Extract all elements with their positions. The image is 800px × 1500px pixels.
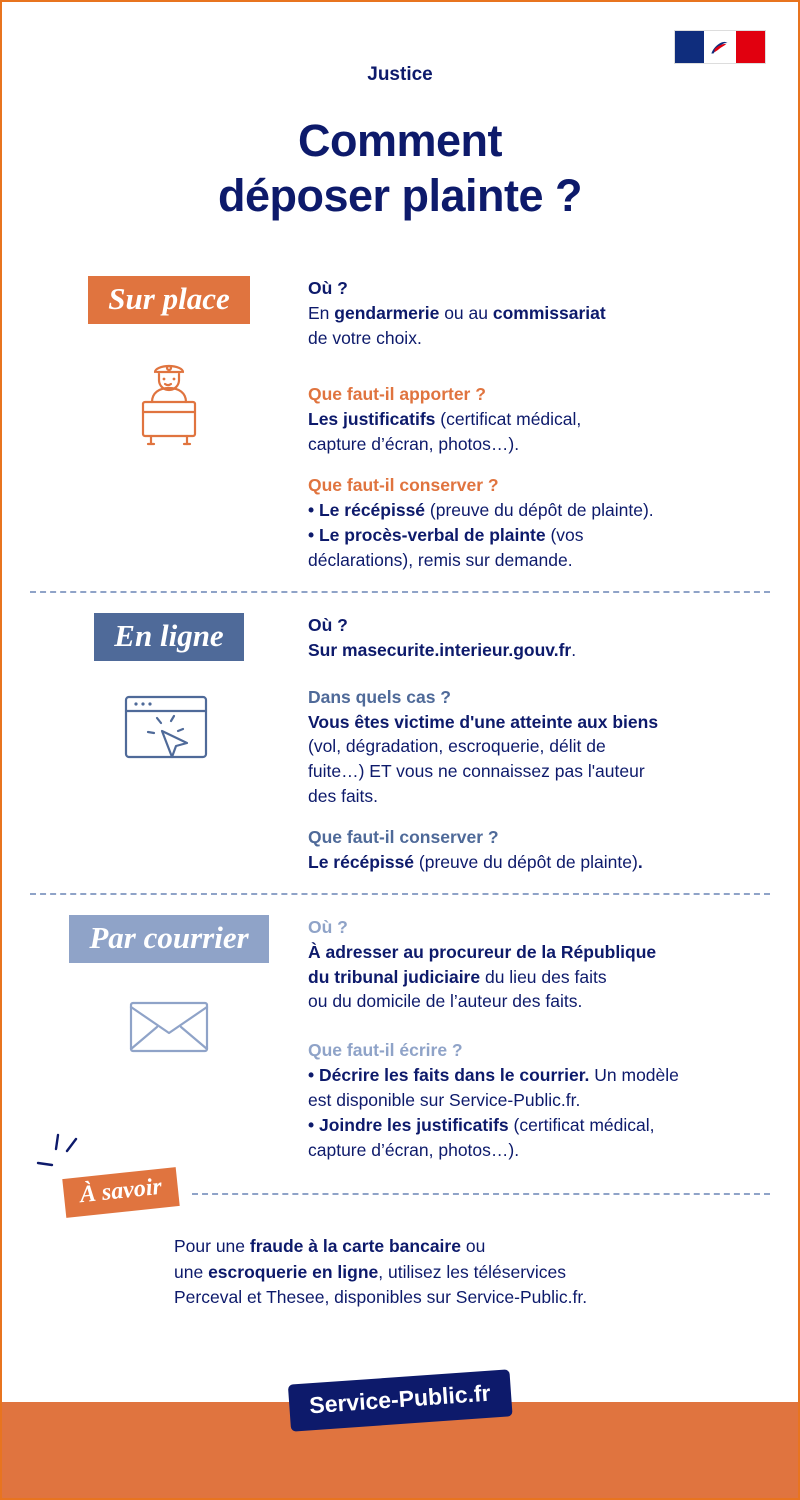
police-officer-desk-icon [121,350,217,460]
body-line: capture d’écran, photos…). [308,1139,520,1160]
badge-wrap [30,915,308,964]
section-left-column [30,911,308,1163]
block-body [308,710,760,809]
body-line: • Le procès-verbal de plainte (vos [308,525,584,545]
note-text [2,1234,798,1312]
icon-wrap [30,350,308,460]
block-question: Dans quels cas ? [308,686,451,707]
browser-window-cursor-icon [114,687,224,779]
marianne-icon [707,34,733,60]
block-question: Que faut-il conserver ? [308,475,499,496]
note-line: Pour une fraude à la carte bancaire ou [174,1235,486,1256]
text-block [308,917,760,1015]
sections-container [2,272,798,1163]
text-block [308,615,760,663]
body-line: déclarations), remis sur demande. [308,549,573,570]
block-body [308,638,760,663]
page-title-line1: Comment [297,115,502,166]
block-body [308,301,760,351]
section-sur-place [2,272,798,573]
body-line: • Le récépissé (preuve du dépôt de plainte). [308,500,654,521]
eyebrow-label: Justice [367,64,433,85]
body-line: Les justificatifs (certificat médical, [308,409,582,430]
badge-wrap [30,613,308,662]
body-line: Vous êtes victime d'une atteinte aux biens [308,711,659,732]
note-row [2,1173,798,1212]
section-divider [30,591,770,593]
french-republic-flag [674,30,766,64]
text-block [308,687,760,809]
block-question: Où ? [308,277,348,298]
badge-wrap [30,276,308,325]
text-block [308,827,760,875]
body-line: capture d’écran, photos…). [308,434,520,455]
block-body [308,940,760,1015]
section-par-courrier [2,911,798,1163]
body-line: du tribunal judiciaire du lieu des faits [308,966,607,987]
body-line: de votre choix. [308,327,422,348]
flag-red-band [736,31,765,63]
envelope-icon [117,989,221,1061]
note-divider [192,1193,770,1195]
block-body [308,850,760,875]
section-badge: Par courrier [69,915,268,964]
body-line: • Décrire les faits dans le courrier. Un modèle [308,1065,679,1086]
body-line: ou du domicile de l’auteur des faits. [308,991,583,1012]
section-badge: En ligne [94,613,243,662]
note-line: Perceval et Thesee, disponibles sur Service-Public.fr. [174,1287,588,1308]
block-question: Où ? [308,614,348,635]
block-body [308,407,760,457]
flag-white-band [704,31,735,63]
icon-wrap [30,687,308,779]
service-public-logo[interactable]: Service-Public.fr [288,1369,512,1431]
section-right-column [308,911,770,1163]
body-line: Sur masecurite.interieur.gouv.fr. [308,639,577,660]
body-line: des faits. [308,786,379,807]
block-question: Que faut-il écrire ? [308,1040,463,1061]
page-title-line2: déposer plainte ? [217,169,583,221]
flag-blue-band [675,31,704,63]
section-right-column [308,272,770,573]
body-line: • Joindre les justificatifs (certificat médical, [308,1114,655,1135]
text-block [308,475,760,573]
block-question: Où ? [308,916,348,937]
icon-wrap [30,989,308,1061]
section-divider [30,893,770,895]
text-block [308,278,760,351]
section-left-column [30,272,308,573]
section-left-column [30,609,308,875]
block-question: Que faut-il conserver ? [308,826,499,847]
section-en-ligne [2,609,798,875]
note-badge: À savoir [62,1167,179,1218]
body-line: (vol, dégradation, escroquerie, délit de [308,736,606,757]
section-badge: Sur place [88,276,249,325]
text-block [308,1040,760,1162]
body-line: En gendarmerie ou au commissariat [308,302,606,323]
block-body [308,1063,760,1162]
page-title [2,114,798,224]
body-line: fuite…) ET vous ne connaissez pas l'auteur [308,761,645,782]
section-right-column [308,609,770,875]
text-block [308,384,760,457]
body-line: À adresser au procureur de la République [308,941,657,962]
block-question: Que faut-il apporter ? [308,384,486,405]
body-line: Le récépissé (preuve du dépôt de plainte). [308,851,643,872]
note-line: une escroquerie en ligne, utilisez les téléservices [174,1261,566,1282]
block-body [308,498,760,573]
body-line: est disponible sur Service-Public.fr. [308,1090,581,1111]
